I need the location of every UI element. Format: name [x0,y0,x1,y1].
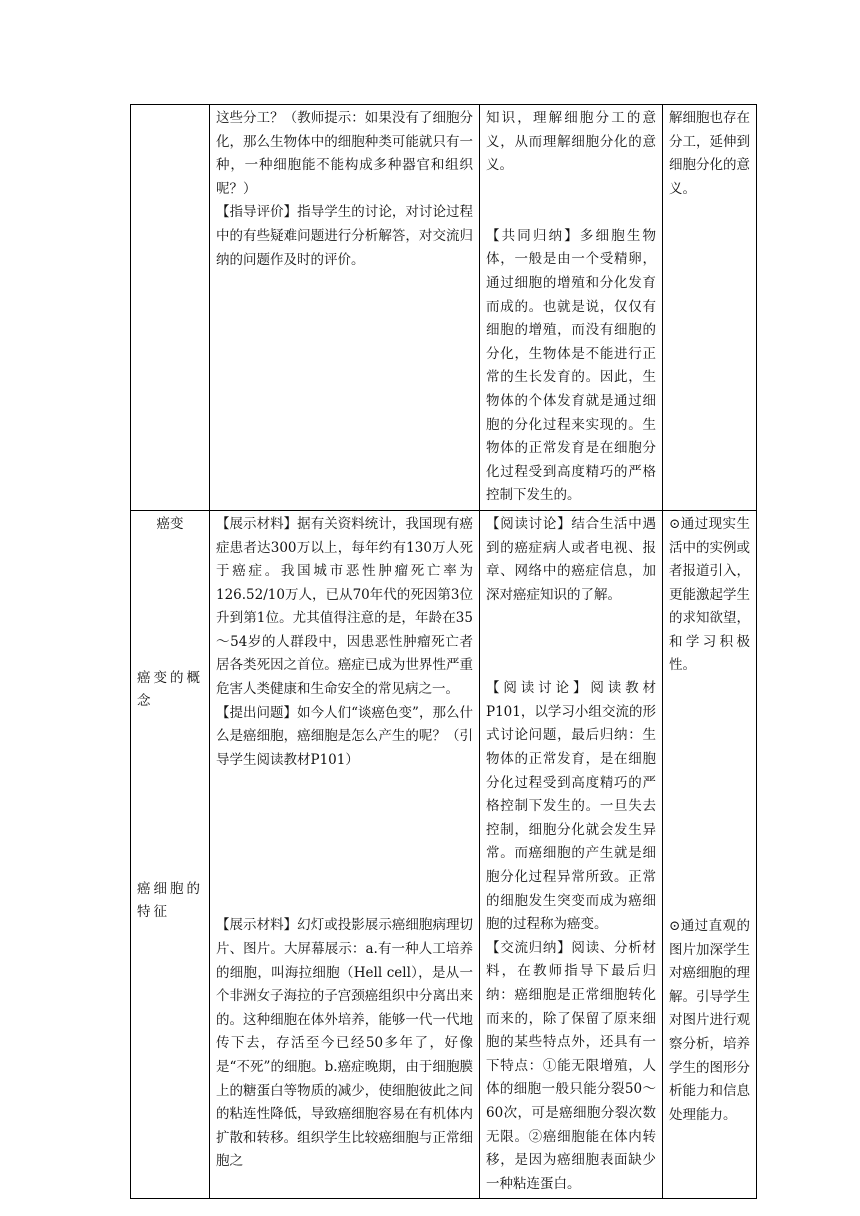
show-slides-text: 【展示材料】幻灯或投影展示癌细胞病理切片、图片。大屏幕展示：a.有一种人工培养的细胞，叫海拉细胞（Hell cell），是从一个非洲女子海拉的子宫颈癌组织中分离出来的。这种细胞在体外培养，能够一代一代地传下去，存活至今已经50多年了，好像是“不死”的细胞。b.癌症晚期，由于细胞膜上的糖蛋白等物质的减少，使细胞彼此之间的粘连性降低，导致癌细胞容易在有机体内扩散和转移。组织学生比较癌细胞与正常细胞之 [216,917,473,1170]
student-understanding-text: 知识，理解细胞分工的意义，从而理解细胞分化的意义。 [486,110,656,174]
topic-title: 癌变 [156,515,184,532]
guide-evaluation-text: 【指导评价】指导学生的讨论，对讨论过程中的有些疑难问题进行分析解答，对交流归纳的问题作及时的评价。 [216,204,473,268]
design-intent-cell [663,105,757,511]
table-row [131,510,757,1198]
teacher-activity-cell [210,105,480,511]
student-activity-cell [480,510,663,1198]
raise-question-text: 【提出问题】如今人们“谈癌色变”，那么什么是癌细胞，癌细胞是怎么产生的呢？（引导学生阅读教材P101） [216,704,473,768]
common-summary-text: 【共同归纳】多细胞生物体，一般是由一个受精卵，通过细胞的增殖和分化发育而成的。也就是说，仅仅有细胞的增殖，而没有细胞的分化，生物体是不能进行正常的生长发育的。因此，生物体的个体发育就是通过细胞的分化过程来实现的。生物体的正常发育是在细胞分化过程受到高度精巧的严格控制下发生的。 [486,227,656,504]
teacher-hint-text: 这些分工？（教师提示：如果没有了细胞分化，那么生物体中的细胞种类可能就只有一种，一种细胞能不能构成多种器官和组织呢？） [216,110,473,197]
exchange-summary-text: 【交流归纳】阅读、分析材料，在教师指导下最后归纳：癌细胞是正常细胞转化而来的，除了保留了原来细胞的某些特点外，还具有一下特点：①能无限增殖，人体的细胞一般只能分裂50～60次，可是癌细胞分裂次数无限。②癌细胞能在体内转移，是因为癌细胞表面缺少一种粘连蛋白。 [486,939,656,1192]
teacher-activity-cell [210,510,480,1198]
topic-concept: 癌变的概念 [137,669,203,710]
design-intent-text: 解细胞也存在分工，延伸到细胞分化的意义。 [669,110,750,197]
reading-discussion-text: 【阅读讨论】结合生活中遇到的癌症病人或者电视、报章、网络中的癌症信息，加深对癌症知识的了解。 [486,515,656,603]
show-material-text: 【展示材料】据有关资料统计，我国现有癌症患者达300万以上，每年约有130万人死于癌症。我国城市恶性肿瘤死亡率为126.52/10万人，已从70年代的死因第3位升到第1位。尤其值得注意的是，年龄在35～54岁的人群段中，因患恶性肿瘤死亡者居各类死因之首位。癌症已成为世界性严重危害人类健康和生命安全的常见病之一。 [216,515,473,698]
table-row [131,105,757,511]
design-intent-cell [663,510,757,1198]
topic-cell [131,510,210,1198]
topic-feature: 癌细胞的特征 [137,880,203,921]
student-activity-cell [480,105,663,511]
reading-discussion-2-text: 【阅读讨论】阅读教材P101，以学习小组交流的形式讨论问题，最后归纳：生物体的正常发育，是在细胞分化过程受到高度精巧的严格控制下发生的。一旦失去控制，细胞分化就会发生异常。而癌细胞的产生就是细胞分化过程异常所致。正常的细胞发生突变而成为癌细胞的过程称为癌变。 [486,680,656,933]
intent-real-life-text: ⊙通过现实生活中的实例或者报道引入，更能激起学生的求知欲望，和学习积极性。 [669,515,750,674]
topic-cell [131,105,210,511]
lesson-plan-table [130,104,757,1199]
intent-images-text: ⊙通过直观的图片加深学生对癌细胞的理解。引导学生对图片进行观察分析，培养学生的图形分析能力和信息处理能力。 [669,918,750,1123]
